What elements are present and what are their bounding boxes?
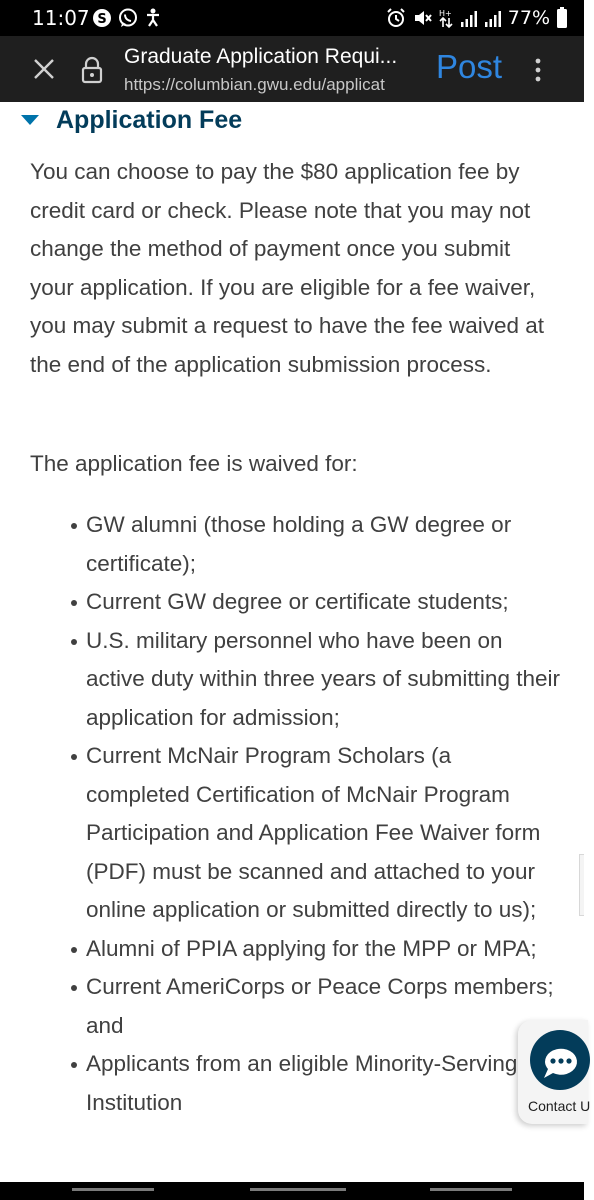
nav-home-gesture[interactable] bbox=[250, 1188, 346, 1191]
section-title: Application Fee bbox=[56, 106, 243, 134]
close-icon[interactable] bbox=[30, 55, 58, 83]
list-item: Applicants from an eligible Minority-Serving Institution bbox=[30, 1045, 560, 1122]
scrollbar[interactable] bbox=[579, 854, 584, 916]
accordion-header-application-fee[interactable] bbox=[20, 104, 242, 136]
caret-down-icon bbox=[20, 113, 40, 127]
battery-icon bbox=[556, 7, 568, 29]
list-item: Alumni of PPIA applying for the MPP or MPA; bbox=[30, 930, 560, 969]
list-item: Current McNair Program Scholars (a completed Certification of McNair Program Participation and Application Fee Waiver form (PDF) must be scanned and attached to your online application or submitted directly to us); bbox=[30, 737, 560, 930]
svg-text:S: S bbox=[97, 12, 107, 27]
waiver-list bbox=[30, 506, 560, 1122]
list-item: Current AmeriCorps or Peace Corps members; and bbox=[30, 968, 560, 1045]
svg-text:H+: H+ bbox=[438, 9, 452, 18]
chat-bubble-icon bbox=[526, 1026, 594, 1094]
list-item: U.S. military personnel who have been on active duty within three years of submitting their application for admission; bbox=[30, 622, 560, 738]
fee-description-paragraph: You can choose to pay the $80 application fee by credit card or check. Please note that you may not change the method of payment once you submit your application. If you are eligible for a fee waiver, you may submit a request to have the fee waived at the end of the application submission process. bbox=[30, 159, 545, 377]
contact-us-widget[interactable] bbox=[518, 1020, 591, 1124]
signal-icon-2 bbox=[484, 8, 502, 28]
custom-tab-toolbar bbox=[0, 36, 584, 102]
waiver-intro-paragraph: The application fee is waived for: bbox=[30, 451, 358, 476]
nav-recents-gesture[interactable] bbox=[72, 1188, 154, 1191]
system-navigation-bar bbox=[0, 1182, 584, 1200]
status-bar bbox=[0, 0, 584, 36]
accessibility-icon bbox=[144, 8, 162, 28]
nav-back-gesture[interactable] bbox=[430, 1188, 512, 1191]
more-options-icon[interactable] bbox=[528, 56, 548, 84]
page-url: https://columbian.gwu.edu/applicat bbox=[124, 75, 385, 94]
contact-label: Contact U bbox=[528, 1098, 591, 1114]
battery-percentage: 77% bbox=[507, 7, 550, 29]
whatsapp-icon bbox=[118, 8, 138, 28]
post-button[interactable]: Post bbox=[436, 48, 503, 85]
data-transfer-icon bbox=[438, 8, 454, 28]
status-time: 11:07 bbox=[32, 6, 90, 30]
skype-icon bbox=[92, 8, 112, 28]
list-item: GW alumni (those holding a GW degree or certificate); bbox=[30, 506, 560, 583]
status-notification-icons bbox=[92, 8, 162, 28]
lock-icon[interactable] bbox=[80, 56, 104, 84]
signal-icon bbox=[460, 8, 478, 28]
list-item: Current GW degree or certificate students; bbox=[30, 583, 560, 622]
page-content bbox=[0, 102, 591, 1182]
mute-icon bbox=[412, 8, 432, 28]
page-title: Graduate Application Requi... bbox=[124, 45, 398, 68]
status-system-icons bbox=[386, 6, 568, 30]
alarm-icon bbox=[386, 8, 406, 28]
